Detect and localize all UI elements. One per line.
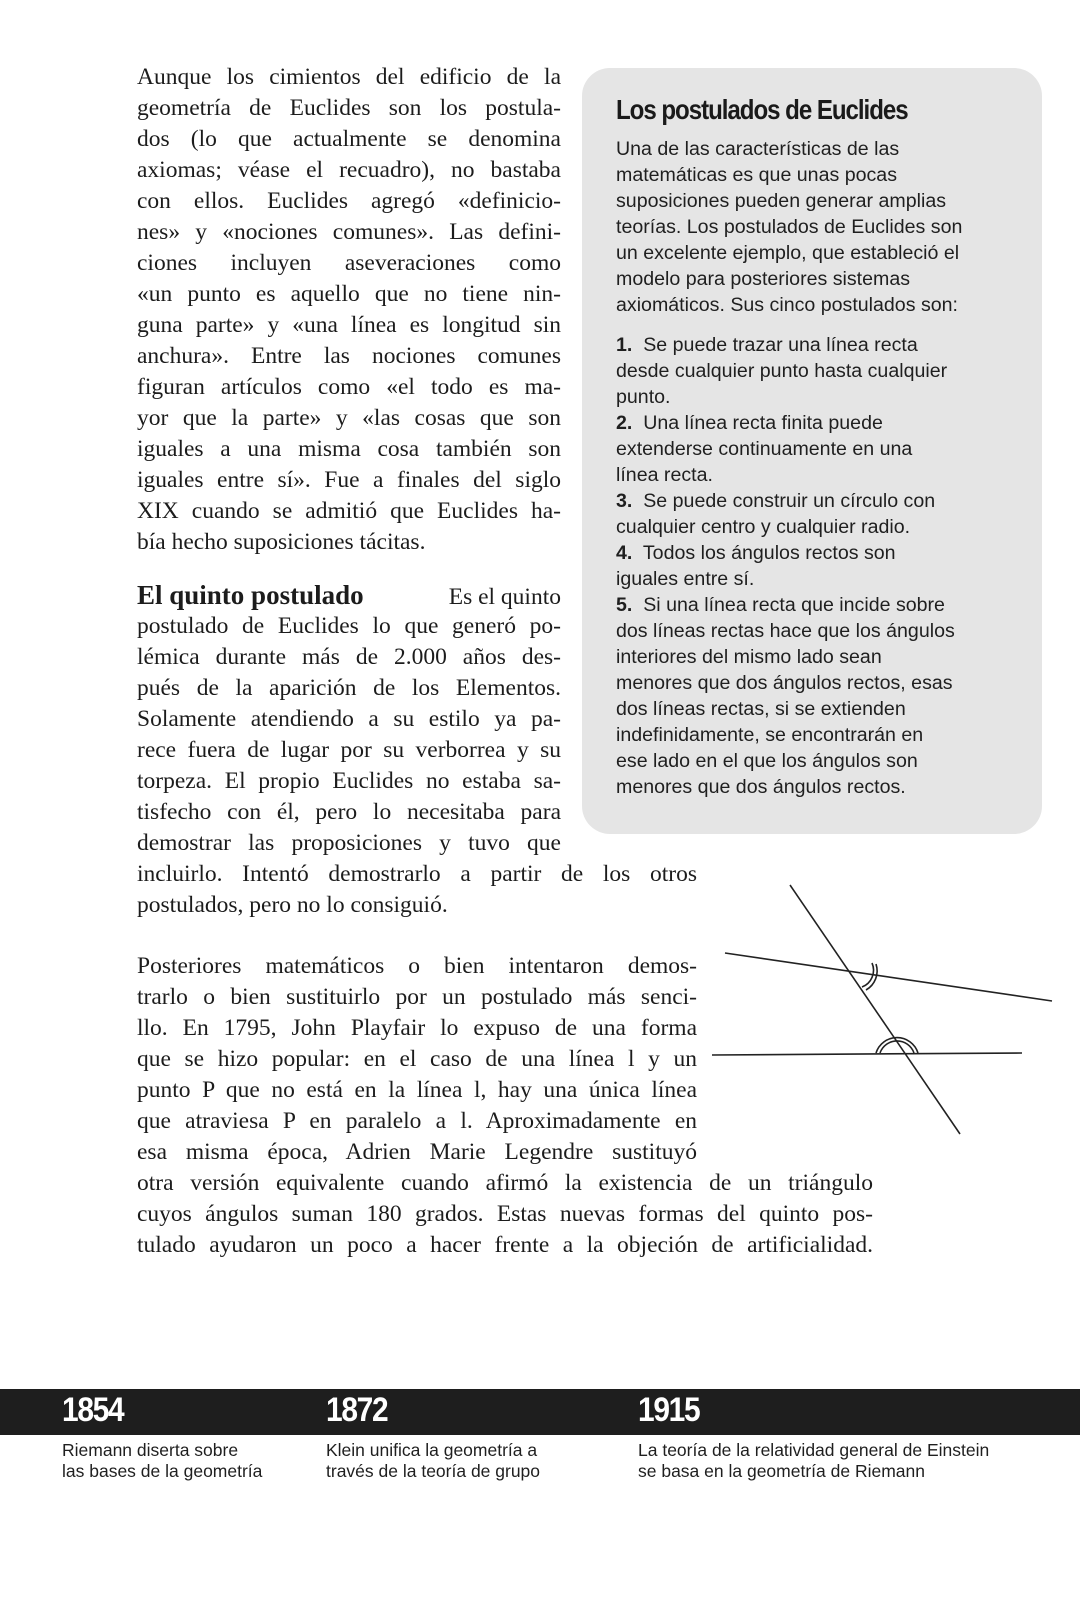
text-line: que atraviesa P en paralelo a l. Aproximadamente en [137, 1108, 697, 1134]
sidebar-line: un excelente ejemplo, que estableció el [616, 242, 960, 264]
timeline-year: 1854 [62, 1391, 124, 1429]
text-line: tisfecho con él, pero lo necesitaba para [137, 799, 561, 825]
section-heading: El quinto postulado [137, 580, 364, 610]
text-line: llo. En 1795, John Playfair lo expuso de una forma [137, 1015, 697, 1041]
text-line: cuyos ángulos suman 180 grados. Estas nuevas formas del quinto pos- [137, 1201, 873, 1227]
text-line: guna parte» y «una línea es longitud sin [137, 312, 561, 338]
postulate-2 [616, 410, 883, 436]
text-line: postulado de Euclides lo que generó po- [137, 613, 561, 639]
sidebar-line: línea recta. [616, 464, 713, 486]
text-line: ciones incluyen aseveraciones como [137, 250, 561, 276]
timeline-year: 1872 [326, 1391, 388, 1429]
sidebar-line: cualquier centro y cualquier radio. [616, 516, 911, 538]
text-line: figuran artículos como «el todo es ma- [137, 374, 561, 400]
text-line: Posteriores matemáticos o bien intentaron demos- [137, 953, 697, 979]
text-line: pués de la aparición de los Elementos. [137, 675, 561, 701]
text-line: rece fuera de lugar por su verborrea y su [137, 737, 561, 763]
fifth-postulate-diagram [700, 870, 1060, 1140]
timeline-entry [326, 1440, 540, 1482]
sidebar-line: teorías. Los postulados de Euclides son [616, 216, 963, 238]
lower-line [712, 1053, 1022, 1055]
text-line: que se hizo popular: en el caso de una línea l y un [137, 1046, 697, 1072]
sidebar-line: indefinidamente, se encontrarán en [616, 724, 924, 746]
text-line: esa misma época, Adrien Marie Legendre sustituyó [137, 1139, 697, 1165]
postulate-number: 1. [616, 334, 633, 356]
text-line: otra versión equivalente cuando afirmó la existencia de un triángulo [137, 1170, 873, 1196]
sidebar-line: dos líneas rectas, si se extienden [616, 698, 906, 720]
text-line: bía hecho suposiciones tácitas. [137, 529, 426, 555]
sidebar-line: dos líneas rectas hace que los ángulos [616, 620, 955, 642]
sidebar-line: axiomáticos. Sus cinco postulados son: [616, 294, 958, 316]
text-line: tulado ayudaron un poco a hacer frente a la objeción de artificialidad. [137, 1232, 873, 1258]
postulate-number: 2. [616, 412, 633, 434]
timeline-text: La teoría de la relatividad general de Einstein [638, 1440, 990, 1460]
text-line: postulados, pero no lo consiguió. [137, 892, 448, 918]
text-line: dos (lo que actualmente se denomina [137, 126, 561, 152]
text-line: incluirlo. Intentó demostrarlo a partir de los otros [137, 861, 697, 887]
postulate-3 [616, 488, 935, 514]
sidebar-line: interiores del mismo lado sean [616, 646, 882, 668]
text-line: Es el quinto [448, 584, 561, 610]
sidebar-line: menores que dos ángulos rectos. [616, 776, 906, 798]
sidebar-line: matemáticas es que unas pocas [616, 164, 897, 186]
timeline-text: través de la teoría de grupo [326, 1461, 541, 1481]
text-line: Aunque los cimientos del edificio de la [137, 64, 561, 90]
text-line: «un punto es aquello que no tiene nin- [137, 281, 561, 307]
timeline-text: las bases de la geometría [62, 1461, 263, 1481]
sidebar-line: ese lado en el que los ángulos son [616, 750, 918, 772]
timeline-year: 1915 [638, 1391, 700, 1429]
text-line: Solamente atendiendo a su estilo ya pa- [137, 706, 561, 732]
timeline-text: se basa en la geometría de Riemann [638, 1461, 925, 1481]
text-line: XIX cuando se admitió que Euclides ha- [137, 498, 561, 524]
sidebar-line: desde cualquier punto hasta cualquier [616, 360, 948, 382]
transversal-line [790, 885, 960, 1134]
text-line: trarlo o bien sustituirlo por un postulado más senci- [137, 984, 697, 1010]
text-line: lémica durante más de 2.000 años des- [137, 644, 561, 670]
timeline-entry [638, 1440, 989, 1482]
postulate-number: 4. [616, 542, 633, 564]
postulate-4 [616, 540, 896, 566]
text-line [137, 580, 561, 611]
text-line: anchura». Entre las nociones comunes [137, 343, 561, 369]
text-line: iguales a una misma cosa también son [137, 436, 561, 462]
sidebar-title: Los postulados de Euclides [616, 94, 908, 125]
timeline-text: Riemann diserta sobre [62, 1440, 239, 1460]
sidebar-line: punto. [616, 386, 671, 408]
angle-arc-lower [876, 1038, 918, 1053]
timeline-text: Klein unifica la geometría a [326, 1440, 538, 1460]
timeline-entry [62, 1440, 262, 1482]
text-line: iguales entre sí». Fue a finales del siglo [137, 467, 561, 493]
text-line: nes» y «nociones comunes». Las defini- [137, 219, 561, 245]
sidebar-line: suposiciones pueden generar amplias [616, 190, 947, 212]
upper-line [725, 953, 1052, 1001]
sidebar-line: Una línea recta finita puede [643, 412, 883, 434]
postulate-5 [616, 592, 945, 618]
sidebar-line: Si una línea recta que incide sobre [643, 594, 945, 616]
sidebar-line: Una de las características de las [616, 138, 900, 160]
text-line: torpeza. El propio Euclides no estaba sa- [137, 768, 561, 794]
postulate-number: 5. [616, 594, 633, 616]
text-line: axiomas; véase el recuadro), no bastaba [137, 157, 561, 183]
postulate-1 [616, 332, 918, 358]
text-line: con ellos. Euclides agregó «definicio- [137, 188, 561, 214]
postulate-number: 3. [616, 490, 633, 512]
text-line: geometría de Euclides son los postula- [137, 95, 561, 121]
sidebar-line: iguales entre sí. [616, 568, 755, 590]
sidebar-line: menores que dos ángulos rectos, esas [616, 672, 953, 694]
text-line: demostrar las proposiciones y tuvo que [137, 830, 561, 856]
text-line: yor que la parte» y «las cosas que son [137, 405, 561, 431]
timeline-bar [0, 1389, 1080, 1435]
text-line: punto P que no está en la línea l, hay una única línea [137, 1077, 697, 1103]
sidebar-line: Se puede trazar una línea recta [643, 334, 918, 356]
sidebar-line: modelo para posteriores sistemas [616, 268, 911, 290]
sidebar-line: extenderse continuamente en una [616, 438, 913, 460]
sidebar-line: Se puede construir un círculo con [643, 490, 936, 512]
sidebar-line: Todos los ángulos rectos son [642, 542, 896, 564]
